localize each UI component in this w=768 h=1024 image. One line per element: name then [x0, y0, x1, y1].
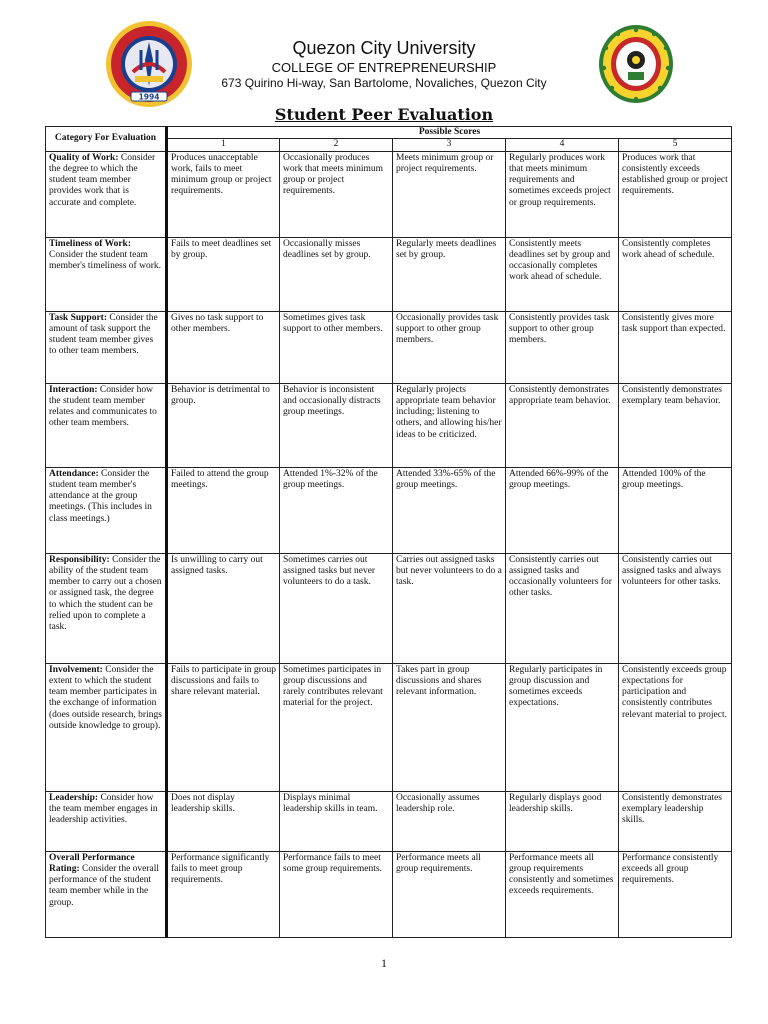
score-1-description: Failed to attend the group meetings.: [167, 467, 280, 553]
score-5-description: Performance consistently exceeds all group requirements.: [619, 851, 732, 937]
score-2-description: Occasionally produces work that meets minimum group or project requirements.: [280, 151, 393, 237]
score-4-description: Consistently carries out assigned tasks and occasionally volunteers for other tasks.: [506, 553, 619, 663]
score-3-description: Performance meets all group requirements.: [393, 851, 506, 937]
category-description: Consider the overall performance of the student team member while in the group.: [49, 863, 160, 908]
score-4-description: Regularly produces work that meets minimum requirements and sometimes exceeds project or group requirements.: [506, 151, 619, 237]
score-3-description: Regularly projects appropriate team behavior including; listening to others, and allowing his/her ideas to be criticized.: [393, 383, 506, 467]
category-description: Consider the ability of the student team member to carry out a chosen or assigned task, the degree to which the student can be relied upon to complete a task.: [49, 554, 162, 633]
score-number: 2: [280, 139, 393, 151]
score-5-description: Consistently gives more task support than expected.: [619, 311, 732, 383]
score-4-description: Consistently meets deadlines set by group and occasionally completes work ahead of schedule.: [506, 237, 619, 311]
score-5-description: Attended 100% of the group meetings.: [619, 467, 732, 553]
category-description: Consider the student team member's attendance at the group meetings. (This includes in class meetings.): [49, 468, 152, 524]
category-cell: [46, 237, 167, 311]
score-number: 3: [393, 139, 506, 151]
score-5-description: Consistently carries out assigned tasks and always volunteers for other tasks.: [619, 553, 732, 663]
category-title: Interaction:: [49, 384, 98, 395]
category-cell: [46, 791, 167, 851]
document-title: Student Peer Evaluation: [274, 105, 494, 124]
category-title: Quality of Work:: [49, 152, 119, 163]
score-2-description: Attended 1%-32% of the group meetings.: [280, 467, 393, 553]
score-5-description: Consistently demonstrates exemplary team behavior.: [619, 383, 732, 467]
score-4-description: Consistently demonstrates appropriate team behavior.: [506, 383, 619, 467]
score-3-description: Occasionally provides task support to other group members.: [393, 311, 506, 383]
rubric-row: [46, 383, 732, 467]
category-cell: [46, 851, 167, 937]
score-5-description: Consistently completes work ahead of schedule.: [619, 237, 732, 311]
category-title: Attendance:: [49, 468, 99, 479]
score-5-description: Produces work that consistently exceeds established group or project requirements.: [619, 151, 732, 237]
score-3-description: Carries out assigned tasks but never volunteers to do a task.: [393, 553, 506, 663]
score-1-description: Produces unacceptable work, fails to meet minimum group or project requirements.: [167, 151, 280, 237]
score-2-description: Behavior is inconsistent and occasionally distracts group meetings.: [280, 383, 393, 467]
score-2-description: Sometimes participates in group discussions and rarely contributes relevant material for the project.: [280, 663, 393, 791]
category-cell: [46, 311, 167, 383]
score-4-description: Consistently provides task support to other group members.: [506, 311, 619, 383]
score-2-description: Occasionally misses deadlines set by group.: [280, 237, 393, 311]
category-description: Consider the extent to which the student team member participates in the exchange of information (does outside research, brings outside knowledge to group).: [49, 664, 162, 732]
score-1-description: Does not display leadership skills.: [167, 791, 280, 851]
rubric-row: [46, 151, 732, 237]
category-title: Involvement:: [49, 664, 103, 675]
category-header: Category For Evaluation: [46, 127, 167, 152]
score-2-description: Displays minimal leadership skills in team.: [280, 791, 393, 851]
score-4-description: Regularly displays good leadership skills.: [506, 791, 619, 851]
category-cell: [46, 663, 167, 791]
category-title: Leadership:: [49, 792, 99, 803]
score-3-description: Attended 33%-65% of the group meetings.: [393, 467, 506, 553]
score-1-description: Is unwilling to carry out assigned tasks.: [167, 553, 280, 663]
score-number: 1: [167, 139, 280, 151]
rubric-row: [46, 553, 732, 663]
score-1-description: Gives no task support to other members.: [167, 311, 280, 383]
score-5-description: Consistently demonstrates exemplary leadership skills.: [619, 791, 732, 851]
score-2-description: Performance fails to meet some group requirements.: [280, 851, 393, 937]
category-title: Timeliness of Work:: [49, 238, 131, 249]
university-address: 673 Quirino Hi-way, San Bartolome, Novaliches, Quezon City: [221, 76, 547, 90]
score-2-description: Sometimes gives task support to other members.: [280, 311, 393, 383]
page-number: 1: [381, 956, 387, 970]
score-1-description: Fails to meet deadlines set by group.: [167, 237, 280, 311]
rubric-row: [46, 851, 732, 937]
category-title: Task Support:: [49, 312, 107, 323]
category-title: Responsibility:: [49, 554, 110, 565]
rubric-row: [46, 237, 732, 311]
category-cell: [46, 151, 167, 237]
score-number: 5: [619, 139, 732, 151]
rubric-row: [46, 663, 732, 791]
category-title: Overall Performance Rating:: [49, 852, 135, 874]
rubric-row: [46, 311, 732, 383]
category-description: Consider the student team member's timeliness of work.: [49, 249, 161, 272]
score-number: 4: [506, 139, 619, 151]
score-3-description: Occasionally assumes leadership role.: [393, 791, 506, 851]
category-description: Consider how the team member engages in leadership activities.: [49, 792, 158, 826]
score-5-description: Consistently exceeds group expectations for participation and consistently contributes relevant material to project.: [619, 663, 732, 791]
score-3-description: Regularly meets deadlines set by group.: [393, 237, 506, 311]
score-1-description: Behavior is detrimental to group.: [167, 383, 280, 467]
score-4-description: Attended 66%-99% of the group meetings.: [506, 467, 619, 553]
evaluation-rubric-table: [45, 126, 732, 938]
score-3-description: Meets minimum group or project requirements.: [393, 151, 506, 237]
university-name: Quezon City University: [292, 38, 476, 58]
score-4-description: Performance meets all group requirements consistently and sometimes exceeds requirements.: [506, 851, 619, 937]
category-cell: [46, 383, 167, 467]
category-cell: [46, 553, 167, 663]
rubric-row: [46, 467, 732, 553]
college-name: COLLEGE OF ENTREPRENEURSHIP: [271, 60, 497, 75]
score-1-description: Performance significantly fails to meet group requirements.: [167, 851, 280, 937]
score-2-description: Sometimes carries out assigned tasks but never volunteers to do a task.: [280, 553, 393, 663]
rubric-row: [46, 791, 732, 851]
category-description: Consider how the student team member relates and communicates to other team members.: [49, 384, 157, 429]
possible-scores-header: Possible Scores: [167, 127, 732, 139]
category-description: Consider the degree to which the student team member provides work that is accurate and complete.: [49, 152, 156, 208]
score-1-description: Fails to participate in group discussions and fails to share relevant material.: [167, 663, 280, 791]
category-cell: [46, 467, 167, 553]
score-3-description: Takes part in group discussions and shares relevant information.: [393, 663, 506, 791]
svg-text:1994: 1994: [138, 92, 160, 102]
category-description: Consider the amount of task support the student team member gives to other team members.: [49, 312, 158, 357]
score-4-description: Regularly participates in group discussion and sometimes exceeds expectations.: [506, 663, 619, 791]
